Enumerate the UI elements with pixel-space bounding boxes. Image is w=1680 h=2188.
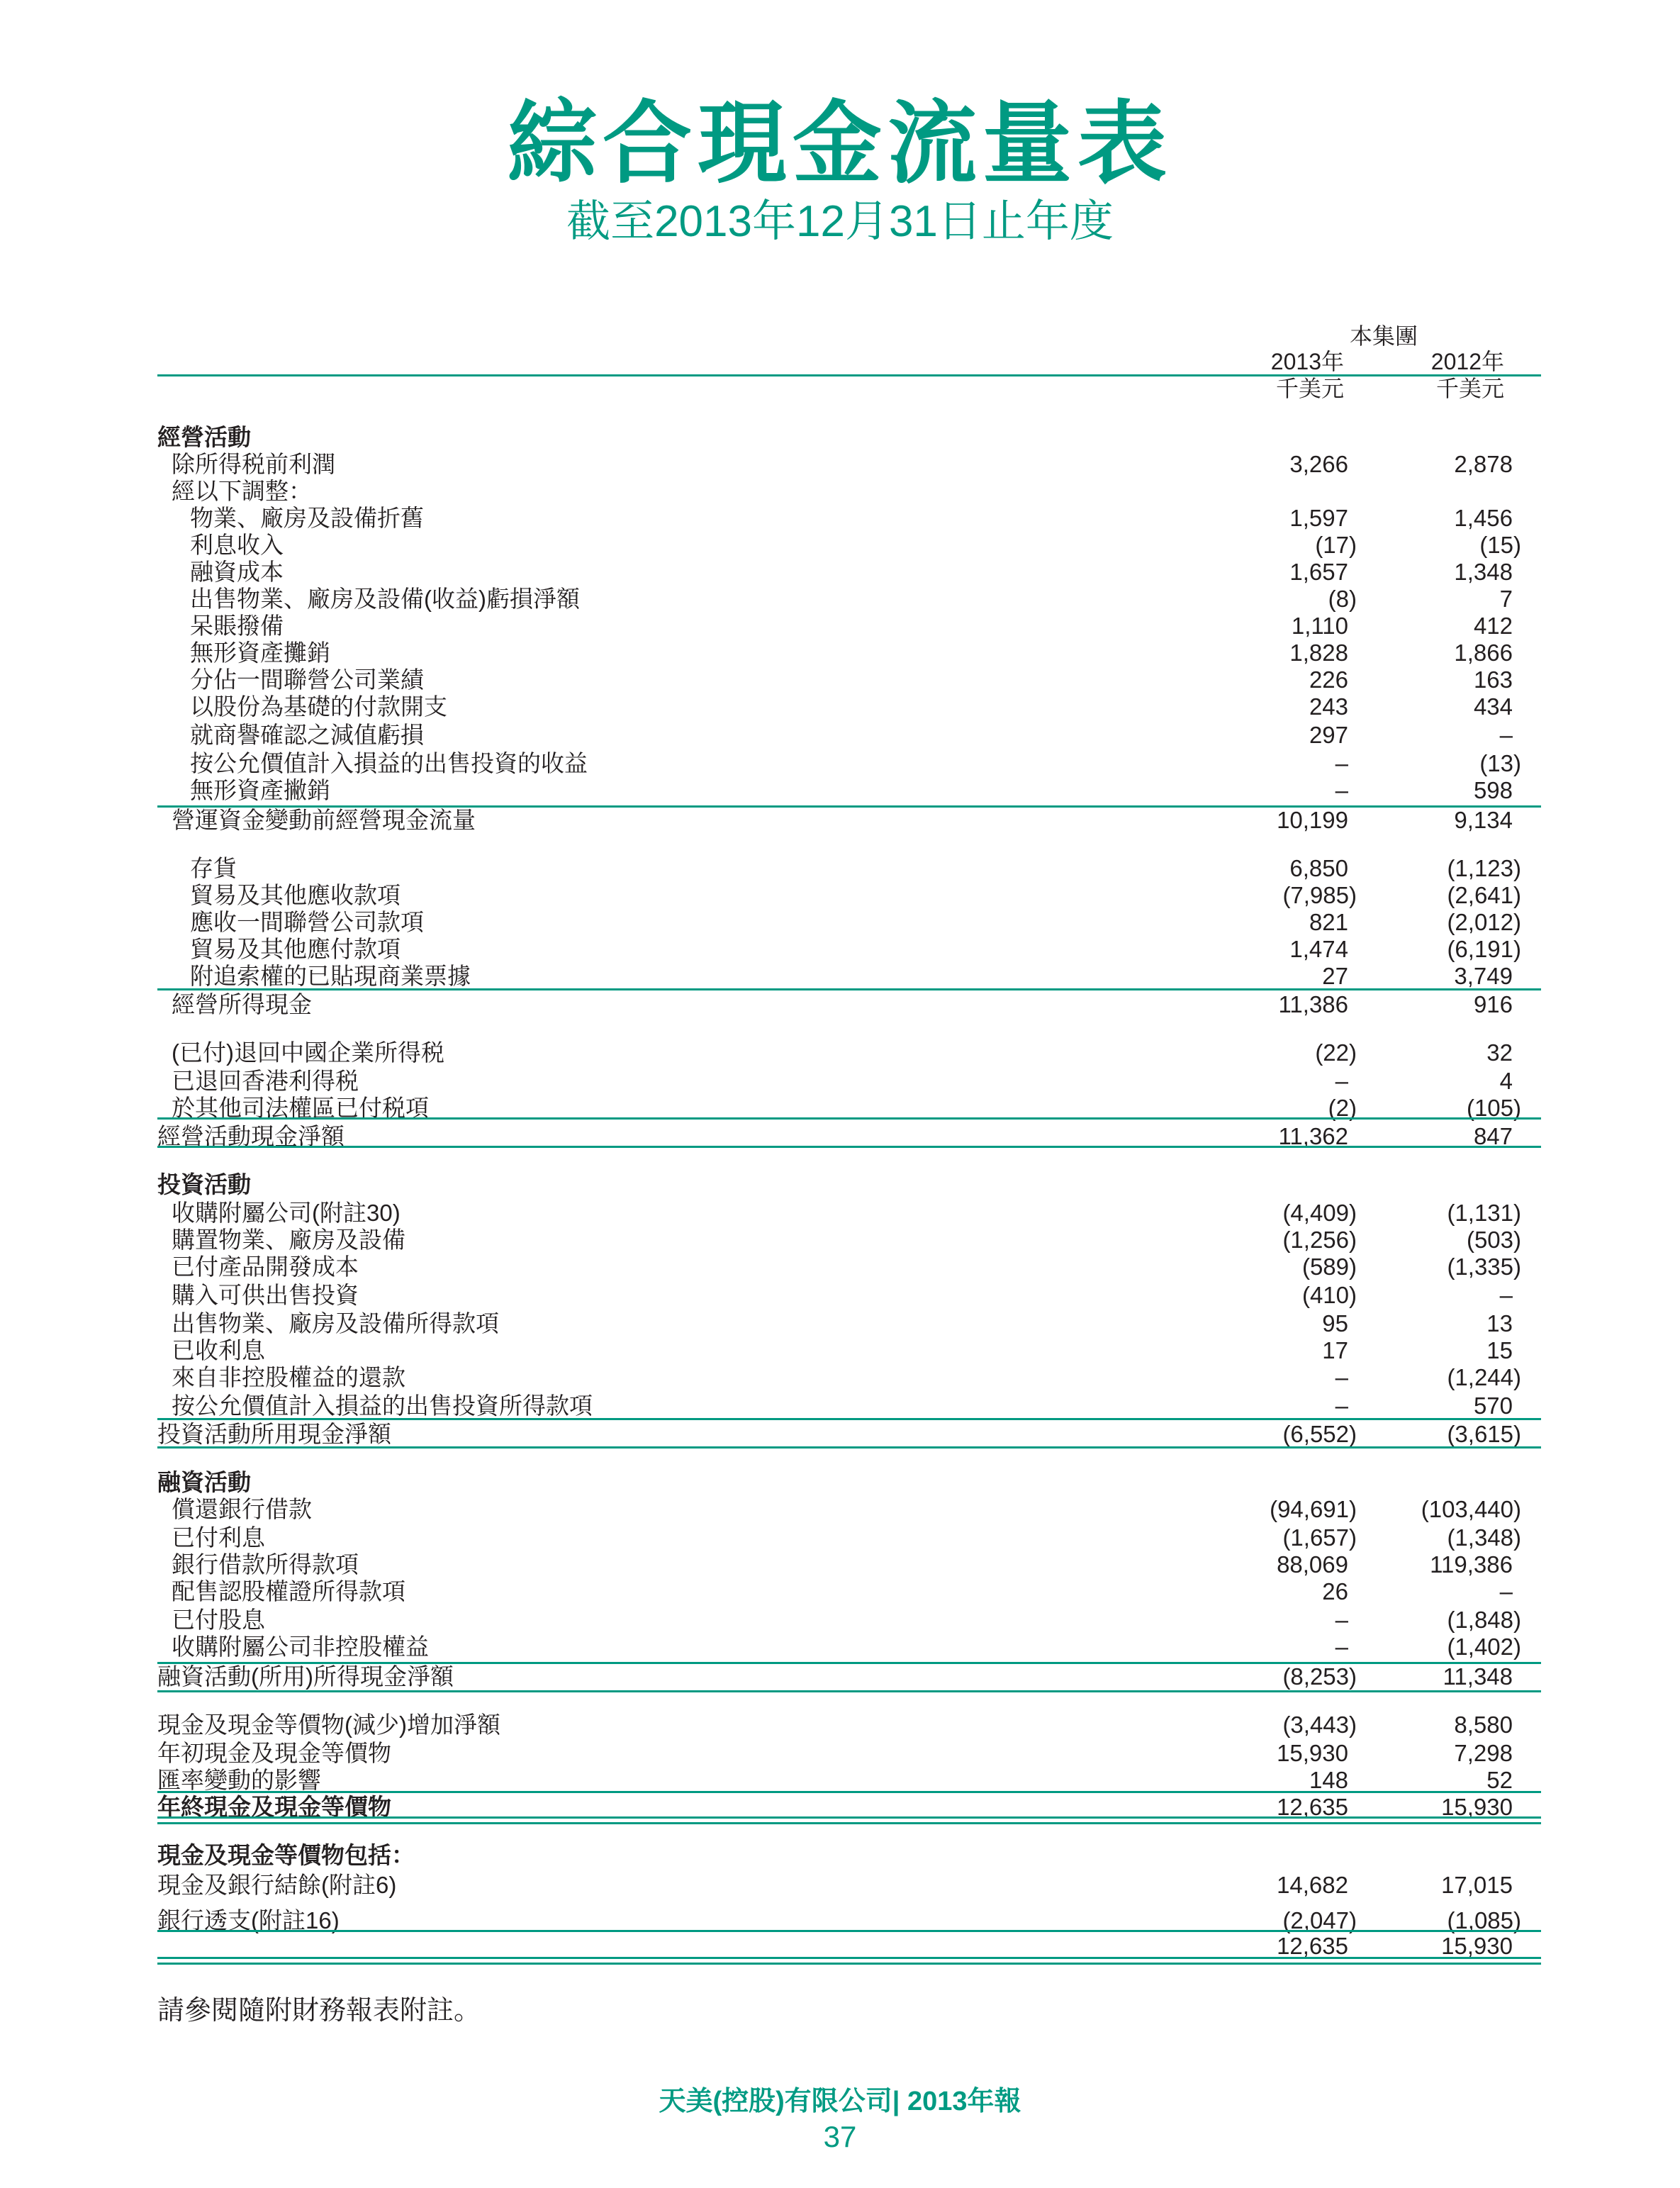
row-label: 經營活動現金淨額 <box>157 1123 345 1149</box>
value-2012: – <box>1499 1578 1513 1604</box>
row-label: 融資成本 <box>190 559 284 585</box>
table-row <box>0 1364 1680 1391</box>
value-2013: 15,930 <box>1277 1740 1348 1766</box>
value-2013: 26 <box>1322 1578 1348 1604</box>
column-group-label: 本集團 <box>1349 323 1418 349</box>
value-2013: 243 <box>1309 693 1348 720</box>
value-2013: – <box>1335 1634 1348 1660</box>
table-row <box>0 1607 1680 1634</box>
row-label: 融資活動 <box>157 1469 251 1495</box>
value-2012: 570 <box>1473 1392 1513 1419</box>
row-label: 呆賬撥備 <box>190 613 284 639</box>
value-2012: (6,191) <box>1447 936 1521 962</box>
value-2012: 163 <box>1473 666 1513 693</box>
value-2013: – <box>1335 777 1348 803</box>
value-2013: (8) <box>1328 586 1357 612</box>
table-row <box>0 855 1680 882</box>
table-row <box>0 559 1680 586</box>
table-row <box>0 1200 1680 1227</box>
rule-operating-subtotal <box>157 805 1541 808</box>
row-label: 購入可供出售投資 <box>172 1282 359 1308</box>
value-2012: (103,440) <box>1421 1496 1521 1522</box>
row-label: 經營所得現金 <box>172 991 312 1017</box>
section-heading <box>0 1469 1680 1496</box>
table-row <box>0 1337 1680 1364</box>
table-row <box>0 991 1680 1018</box>
value-2013: 3,266 <box>1289 451 1348 477</box>
row-label: 無形資產攤銷 <box>190 640 330 666</box>
value-2013: 14,682 <box>1277 1872 1348 1898</box>
table-row <box>0 1767 1680 1794</box>
notes-reference: 請參閱隨附財務報表附註。 <box>157 1996 481 2026</box>
table-row <box>0 586 1680 613</box>
row-label: 已付產品開發成本 <box>172 1254 359 1280</box>
row-label: 現金及銀行結餘(附註6) <box>157 1872 397 1898</box>
value-2013: (589) <box>1301 1254 1357 1280</box>
table-row <box>0 1933 1680 1960</box>
table-row <box>0 1039 1680 1066</box>
table-row <box>0 1578 1680 1605</box>
value-2012: (2,012) <box>1447 909 1521 935</box>
table-row <box>0 1421 1680 1448</box>
value-2013: (1,256) <box>1282 1227 1357 1253</box>
row-label: 應收一間聯營公司款項 <box>190 909 424 935</box>
value-2013: (4,409) <box>1282 1200 1357 1226</box>
value-2012: 412 <box>1473 613 1513 639</box>
value-2012: 119,386 <box>1430 1551 1513 1578</box>
table-row <box>0 1634 1680 1660</box>
value-2012: 598 <box>1473 777 1513 803</box>
value-2012: (1,348) <box>1447 1524 1521 1551</box>
row-label: 於其他司法權區已付税項 <box>172 1095 429 1121</box>
table-row <box>0 1551 1680 1578</box>
row-label: 銀行借款所得款項 <box>172 1551 359 1578</box>
row-label: 配售認股權證所得款項 <box>172 1578 405 1604</box>
table-row <box>0 1740 1680 1767</box>
value-2012: 2,878 <box>1454 451 1513 477</box>
table-row <box>0 1872 1680 1899</box>
row-label: 購置物業、廠房及設備 <box>172 1227 405 1253</box>
table-row <box>0 963 1680 990</box>
column-year-2012: 2012年 <box>1430 349 1504 374</box>
rule-financing-net <box>157 1662 1541 1664</box>
table-row <box>0 478 1680 505</box>
row-label: 經營活動 <box>157 424 251 450</box>
row-label: 年終現金及現金等價物 <box>157 1794 391 1820</box>
value-2013: 1,110 <box>1291 613 1348 639</box>
value-2013: 17 <box>1322 1337 1348 1363</box>
page-subtitle: 截至2013年12月31日止年度 <box>566 197 1114 246</box>
table-row <box>0 1282 1680 1309</box>
table-row <box>0 613 1680 640</box>
table-row <box>0 640 1680 666</box>
table-row <box>0 777 1680 804</box>
table-row <box>0 909 1680 936</box>
table-row <box>0 451 1680 478</box>
value-2012: (3,615) <box>1447 1421 1521 1447</box>
value-2013: (17) <box>1315 532 1357 558</box>
value-2012: – <box>1499 722 1513 748</box>
row-label: 貿易及其他應收款項 <box>190 882 401 908</box>
value-2013: 12,635 <box>1277 1933 1348 1959</box>
table-row <box>0 693 1680 720</box>
row-label: 無形資產撇銷 <box>190 777 330 803</box>
table-row <box>0 750 1680 777</box>
table-row <box>0 936 1680 963</box>
row-label: 除所得税前利潤 <box>172 451 335 477</box>
rule-cash-generated <box>157 988 1541 990</box>
row-label: 投資活動所用現金淨額 <box>157 1421 391 1447</box>
row-label: 分佔一間聯營公司業績 <box>190 666 424 693</box>
row-label: 貿易及其他應付款項 <box>190 936 401 962</box>
value-2013: 1,597 <box>1289 505 1348 531</box>
row-label: 按公允價值計入損益的出售投資所得款項 <box>172 1392 593 1419</box>
column-unit-2013: 千美元 <box>1275 376 1344 401</box>
value-2013: (2,047) <box>1282 1907 1357 1933</box>
row-label: 存貨 <box>190 855 237 881</box>
value-2013: 148 <box>1309 1767 1348 1793</box>
value-2013: 821 <box>1309 909 1348 935</box>
row-label: 物業、廠房及設備折舊 <box>190 505 424 531</box>
row-label: 就商譽確認之減值虧損 <box>190 722 424 748</box>
value-2012: 32 <box>1486 1039 1513 1066</box>
value-2013: 11,386 <box>1278 991 1348 1017</box>
value-2013: (410) <box>1301 1282 1357 1308</box>
value-2012: 1,348 <box>1454 559 1513 585</box>
row-label: 附追索權的已貼現商業票據 <box>190 963 471 989</box>
row-label: 匯率變動的影響 <box>157 1767 321 1793</box>
value-2012: 15,930 <box>1441 1933 1513 1959</box>
value-2012: (1,402) <box>1447 1634 1521 1660</box>
value-2013: – <box>1335 1392 1348 1419</box>
rule-overdraft <box>157 1930 1541 1932</box>
value-2013: – <box>1335 1607 1348 1633</box>
value-2012: 1,866 <box>1454 640 1513 666</box>
value-2012: (2,641) <box>1447 882 1521 908</box>
table-row <box>0 1392 1680 1419</box>
value-2012: 11,348 <box>1443 1663 1513 1690</box>
value-2012: 4 <box>1499 1068 1513 1094</box>
value-2012: (1,085) <box>1447 1907 1521 1933</box>
table-row <box>0 1663 1680 1690</box>
table-row <box>0 1310 1680 1337</box>
table-row <box>0 532 1680 559</box>
rule-operating-net <box>157 1117 1541 1120</box>
row-label: 已付利息 <box>172 1524 265 1551</box>
value-2013: 1,828 <box>1289 640 1348 666</box>
value-2013: (1,657) <box>1282 1524 1357 1551</box>
value-2012: (105) <box>1466 1095 1521 1121</box>
table-row <box>0 505 1680 532</box>
rule-total-bottom <box>157 1957 1541 1959</box>
section-heading <box>0 1171 1680 1198</box>
value-2012: 3,749 <box>1454 963 1513 989</box>
row-label: 以股份為基礎的付款開支 <box>190 693 447 720</box>
value-2013: 1,657 <box>1289 559 1348 585</box>
row-label: 來自非控股權益的還款 <box>172 1364 405 1390</box>
value-2013: (2) <box>1328 1095 1357 1121</box>
row-label: 利息收入 <box>190 532 284 558</box>
value-2013: (8,253) <box>1282 1663 1357 1690</box>
row-label: 收購附屬公司非控股權益 <box>172 1634 429 1660</box>
value-2012: 17,015 <box>1441 1872 1513 1898</box>
rule-year-end <box>157 1791 1541 1793</box>
value-2012: (13) <box>1479 750 1521 776</box>
value-2013: 1,474 <box>1289 936 1348 962</box>
value-2012: 15 <box>1486 1337 1513 1363</box>
row-label: 銀行透支(附註16) <box>157 1907 340 1933</box>
value-2013: 10,199 <box>1277 807 1348 833</box>
column-unit-2012: 千美元 <box>1435 376 1504 401</box>
row-label: 出售物業、廠房及設備(收益)虧損淨額 <box>190 586 580 612</box>
table-row <box>0 666 1680 693</box>
page-number: 37 <box>823 2120 857 2153</box>
section-heading <box>0 424 1680 451</box>
value-2012: 7,298 <box>1454 1740 1513 1766</box>
row-label: 按公允價值計入損益的出售投資的收益 <box>190 750 588 776</box>
value-2013: – <box>1335 750 1348 776</box>
value-2012: (15) <box>1479 532 1521 558</box>
row-label: 經以下調整： <box>172 478 312 504</box>
row-label: 投資活動 <box>157 1171 251 1198</box>
value-2012: 8,580 <box>1454 1712 1513 1738</box>
value-2012: 13 <box>1486 1310 1513 1336</box>
rule-operating-net-bottom <box>157 1146 1541 1148</box>
value-2012: 847 <box>1473 1123 1513 1149</box>
value-2013: (94,691) <box>1270 1496 1357 1522</box>
value-2013: 95 <box>1322 1310 1348 1336</box>
value-2012: (1,244) <box>1447 1364 1521 1390</box>
page-title: 綜合現金流量表 <box>508 94 1172 194</box>
value-2013: 226 <box>1309 666 1348 693</box>
value-2012: 7 <box>1499 586 1513 612</box>
value-2012: 9,134 <box>1454 807 1513 833</box>
value-2013: 11,362 <box>1278 1123 1348 1149</box>
row-label: 年初現金及現金等價物 <box>157 1740 391 1766</box>
value-2012: (1,131) <box>1447 1200 1521 1226</box>
value-2013: 297 <box>1309 722 1348 748</box>
table-row <box>0 1712 1680 1738</box>
table-row <box>0 1068 1680 1095</box>
value-2013: – <box>1335 1364 1348 1390</box>
value-2012: (1,335) <box>1447 1254 1521 1280</box>
row-label: 已退回香港利得税 <box>172 1068 359 1094</box>
value-2013: 88,069 <box>1277 1551 1348 1578</box>
column-year-2013: 2013年 <box>1270 349 1344 374</box>
value-2012: 52 <box>1486 1767 1513 1793</box>
section-heading <box>0 1842 1680 1869</box>
row-label: (已付)退回中國企業所得税 <box>172 1039 444 1066</box>
rule-investing-net <box>157 1418 1541 1420</box>
value-2012: 1,456 <box>1454 505 1513 531</box>
rule-financing-net-bottom <box>157 1690 1541 1692</box>
row-label: 融資活動(所用)所得現金淨額 <box>157 1663 454 1690</box>
rule-year-end-bottom <box>157 1816 1541 1819</box>
row-label: 營運資金變動前經營現金流量 <box>172 807 476 833</box>
value-2012: (503) <box>1466 1227 1521 1253</box>
value-2013: 6,850 <box>1289 855 1348 881</box>
value-2013: 12,635 <box>1277 1794 1348 1820</box>
row-label: 已收利息 <box>172 1337 265 1363</box>
value-2012: (1,123) <box>1447 855 1521 881</box>
value-2012: 15,930 <box>1441 1794 1513 1820</box>
value-2013: (22) <box>1315 1039 1357 1066</box>
row-label: 償還銀行借款 <box>172 1496 312 1522</box>
table-row <box>0 1524 1680 1551</box>
value-2013: (7,985) <box>1282 882 1357 908</box>
value-2012: 434 <box>1473 693 1513 720</box>
rule-investing-net-bottom <box>157 1446 1541 1449</box>
table-row <box>0 1227 1680 1254</box>
table-row <box>0 722 1680 749</box>
row-label: 收購附屬公司(附註30) <box>172 1200 401 1226</box>
value-2013: (6,552) <box>1282 1421 1357 1447</box>
value-2013: 27 <box>1322 963 1348 989</box>
value-2012: (1,848) <box>1447 1607 1521 1633</box>
value-2012: – <box>1499 1282 1513 1308</box>
value-2012: 916 <box>1473 991 1513 1017</box>
row-label: 出售物業、廠房及設備所得款項 <box>172 1310 499 1336</box>
footer-company: 天美(控股)有限公司| 2013年報 <box>659 2087 1021 2116</box>
table-row <box>0 1254 1680 1280</box>
value-2013: – <box>1335 1068 1348 1094</box>
table-row <box>0 882 1680 909</box>
table-row <box>0 1496 1680 1523</box>
value-2013: (3,443) <box>1282 1712 1357 1738</box>
row-label: 現金及現金等價物(減少)增加淨額 <box>157 1712 500 1738</box>
row-label: 已付股息 <box>172 1607 265 1633</box>
row-label: 現金及現金等價物包括： <box>157 1842 415 1868</box>
table-row <box>0 807 1680 834</box>
